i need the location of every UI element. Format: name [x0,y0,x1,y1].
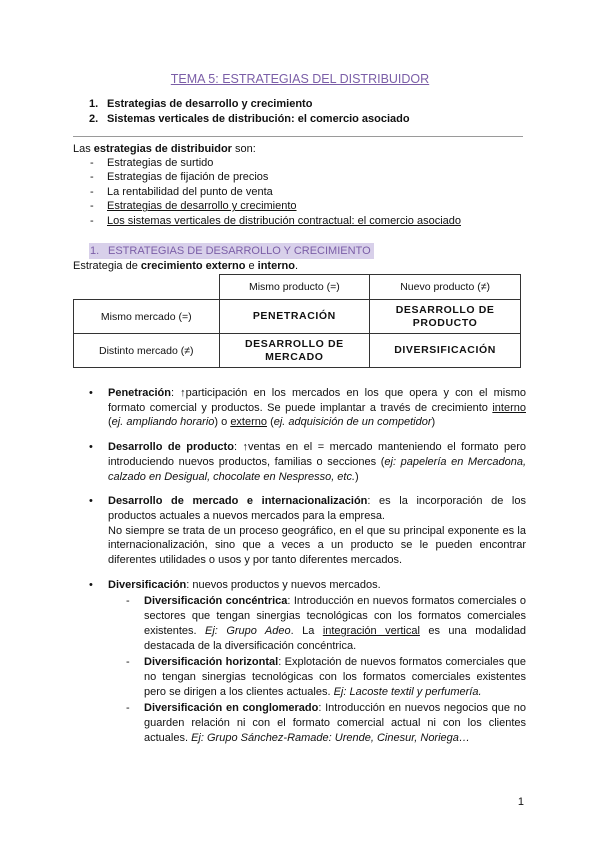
sub-item [108,594,526,653]
bold-text: interno [257,260,295,272]
section-heading [89,243,374,259]
intro-text: son: [231,143,256,155]
row-header: Mismo mercado (=) [74,300,220,334]
text: Estrategia de [73,260,141,272]
list-item [89,386,526,430]
dash-marker: - [90,171,94,184]
term: Desarrollo de mercado e internacionalización [108,495,368,508]
dash-marker: - [90,200,94,213]
text: e [245,260,258,272]
text: : nuevos productos y nuevos mercados. [186,578,381,591]
bullet-marker: • [89,495,93,508]
list-item [89,494,526,568]
bullet-marker: • [89,387,93,399]
text: : ↑ventas en el = mercado manteniendo el formato pero introduciendo nuevos productos, familias o secciones ( [108,441,526,468]
italic-text: Ej: Grupo Adeo [205,624,291,637]
strategy-line [73,259,298,273]
italic-text: Ej: Lacoste textil y perfumería. [333,685,482,698]
intro-text: Las [73,143,94,155]
toc-number: 1. [89,98,99,110]
dash-marker: - [126,702,130,715]
italic-text: ej. ampliando horario [111,416,215,429]
list-item-text: Estrategias de surtido [107,157,214,169]
text: ) o [214,416,231,429]
text: . [294,260,298,272]
term: Diversificación horizontal [144,656,279,669]
matrix-cell: DESARROLLO DE PRODUCTO [370,300,521,334]
italic-text: ej. adquisición de un competidor [273,416,432,429]
text: ( [108,416,112,429]
sub-item [108,701,526,745]
term: Penetración [108,387,171,399]
dash-marker: - [126,595,130,608]
table-row [74,275,521,300]
list-item [90,199,461,213]
dash-marker: - [90,185,94,198]
toc-text: Sistemas verticales de distribución: el comercio asociado [107,113,410,125]
italic-text: ej: papelería en Mercadona, calzado en Desigual, chocolate en Nespresso, etc. [108,455,527,483]
ansoff-matrix-table [73,274,521,368]
text: : ↑participación en los mercados en los que opera y con el mismo formato comercial y productos. Se puede implantar a través de crecimiento [108,387,526,414]
column-header: Nuevo producto (≠) [370,275,521,300]
divider [73,136,523,137]
table-row [74,300,521,334]
list-item-text: Los sistemas verticales de distribución contractual: el comercio asociado [107,214,461,227]
list-item [90,156,461,170]
dash-marker: - [90,214,94,227]
bullet-marker: • [89,441,93,454]
sub-item [108,655,526,699]
matrix-cell: PENETRACIÓN [219,300,370,334]
underlined-text: interno [492,401,526,414]
bullet-marker: • [89,578,93,591]
intro-bold: estrategias de distribuidor [93,143,232,155]
strategy-list [90,156,461,228]
text: es una modalidad destacada de la diversificación concéntrica. [144,624,526,652]
page-number: 1 [517,796,524,808]
page-title: TEMA 5: ESTRATEGIAS DEL DISTRIBUIDOR [170,72,430,86]
empty-cell [74,275,220,300]
term: Diversificación [108,578,187,591]
list-item [90,185,461,199]
list-item [90,170,461,184]
term: Diversificación en conglomerado [144,702,319,715]
section-title: ESTRATEGIAS DE DESARROLLO Y CRECIMIENTO [108,245,371,257]
matrix-cell: DESARROLLO DE MERCADO [219,334,370,368]
underlined-text: externo [230,416,268,429]
dash-marker: - [126,656,130,669]
row-header: Distinto mercado (≠) [74,334,220,368]
dash-marker: - [90,157,94,169]
table-row [74,334,521,368]
list-item-text: Estrategias de desarrollo y crecimiento [107,200,297,213]
text: : es la incorporación de los productos actuales a nuevos mercados para la empresa. [108,495,526,522]
toc-item [89,112,410,127]
bullet-list [89,386,526,755]
italic-text: Ej: Grupo Sánchez-Ramade: Urende, Cinesur, Noriega… [191,731,470,744]
text: . La [290,624,323,637]
list-item [90,214,461,228]
toc-text: Estrategias de desarrollo y crecimiento [107,98,313,110]
text: ) [431,416,436,429]
section-number: 1. [90,245,100,257]
underlined-text: integración vertical [322,624,420,637]
matrix-cell: DIVERSIFICACIÓN [370,334,521,368]
text: : Introducción en nuevos formatos comerciales o sectores que tengan sinergias tecnológicas con los formatos comerciales existentes. [144,595,526,637]
term: Desarrollo de producto [108,441,234,454]
text: No siempre se trata de un proceso geográfico, en el que su principal exponente es la internacionalización, sino que a veces a un producto se le pueden encontrar diferentes utilidades o usos y por tanto diferentes mercados. [108,524,526,567]
text: ) [355,470,359,483]
text: : Explotación de nuevos formatos comerciales que no tengan sinergias tecnológicas con los formatos comerciales existentes pero se dirigen a los clientes actuales. [144,656,526,698]
table-of-contents [89,97,410,127]
list-item-text: La rentabilidad del punto de venta [107,185,273,198]
list-item-text: Estrategias de fijación de precios [107,171,269,184]
list-item [89,578,526,746]
column-header: Mismo producto (=) [219,275,370,300]
toc-item [89,97,410,112]
bold-text: crecimiento externo [140,260,246,272]
toc-number: 2. [89,113,99,125]
intro-paragraph [73,142,256,156]
list-item [89,440,526,484]
text: : Introducción en nuevos negocios que no guarden relación ni con el formato comercial actual ni con los clientes actuales. [144,702,526,744]
term: Diversificación concéntrica [144,595,288,608]
text: ( [267,416,274,429]
